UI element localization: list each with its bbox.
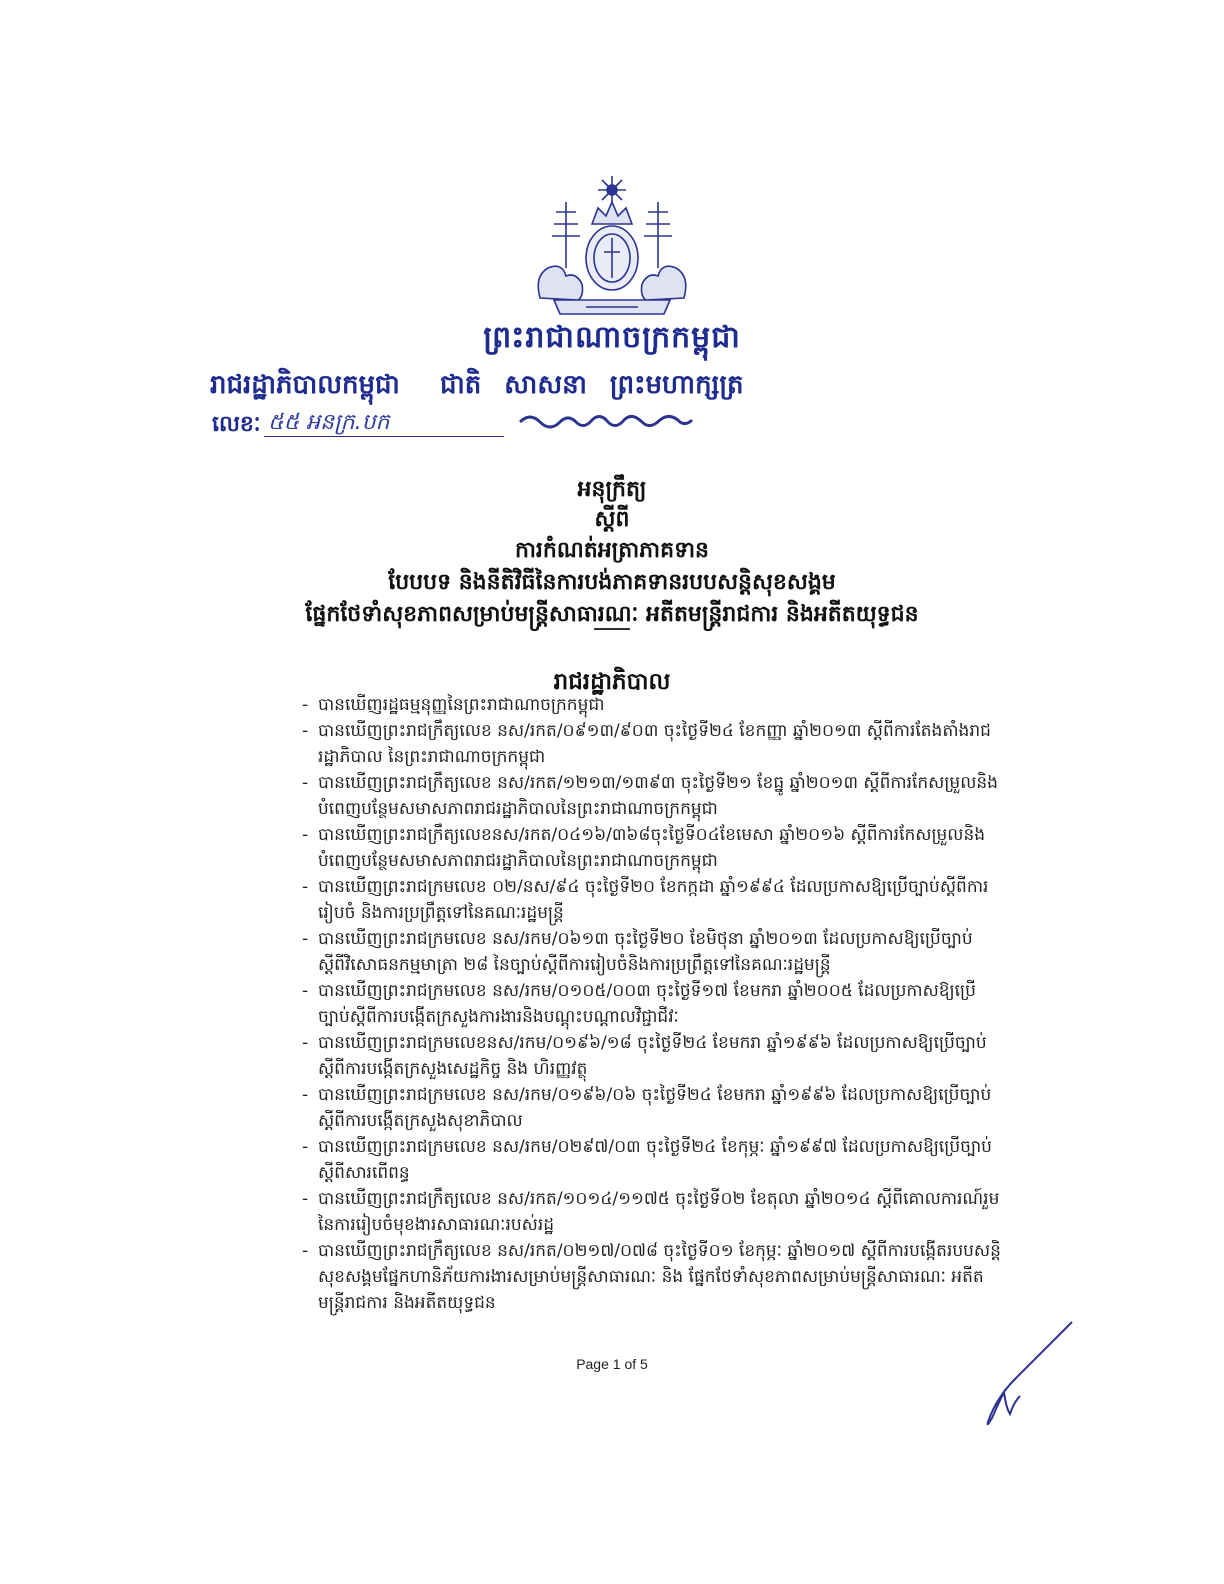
- list-item: - បានឃើញព្រះរាជក្រមលេខ នស/រកម/០៦១៣ ចុះថ្ងៃទី២០ ខែមិថុនា ឆ្នាំ២០១៣ ដែលប្រកាសឱ្យប្រើច្បាប់ស្តីពីវិសោធនកម្មមាត្រា ២៨ នៃច្បាប់ស្តីពីការរៀបចំនិងការប្រព្រឹត្តទៅនៃគណៈរដ្ឋមន្ត្រី: [302, 926, 1002, 978]
- document-number: [212, 410, 512, 440]
- royal-coat-of-arms-emblem: [526, 172, 698, 322]
- list-item: - បានឃើញព្រះរាជក្រមលេខនស/រកម/០១៩៦/១៨ ចុះថ្ងៃទី២៤ ខែមករា ឆ្នាំ១៩៩៦ ដែលប្រកាសឱ្យប្រើច្បាប់ស្តីពីការបង្កើតក្រសួងសេដ្ឋកិច្ច និង ហិរញ្ញវត្ថុ: [302, 1030, 1002, 1082]
- list-item: - បានឃើញព្រះរាជក្រមលេខ នស/រកម/០២៩៧/០៣ ចុះថ្ងៃទី២៤ ខែកុម្ភៈ ឆ្នាំ១៩៩៧ ដែលប្រកាសឱ្យប្រើច្បាប់ស្តីពីសារពើពន្ធ: [302, 1134, 1002, 1186]
- reference-list: [302, 692, 1002, 1316]
- royal-government-heading: រាជរដ្ឋាភិបាល: [553, 668, 671, 695]
- list-item: - បានឃើញព្រះរាជក្រឹត្យលេខ នស/រកត/០២១៧/០៧៨ ចុះថ្ងៃទី០១ ខែកុម្ភៈ ឆ្នាំ២០១៧ ស្តីពីការបង្កើតរបបសន្តិសុខសង្គមផ្នែកហានិភ័យការងារសម្រាប់មន្ត្រីសាធារណៈ និង ផ្នែកថែទាំសុខភាពសម្រាប់មន្ត្រីសាធារណៈ អតីតមន្ត្រីរាជការ និងអតីតយុទ្ធជន: [302, 1238, 1002, 1316]
- title-divider: [594, 628, 630, 630]
- title-line-4: បែបបទ និងនីតិវិធីនៃការបង់ភាគទានរបបសន្តិសុខសង្គម: [388, 569, 836, 595]
- list-item: - បានឃើញព្រះរាជក្រឹត្យលេខ នស/រកត/០៩១៣/៩០៣ ចុះថ្ងៃទី២៤ ខែកញ្ញា ឆ្នាំ២០១៣ ស្តីពីការតែងតាំងរាជរដ្ឋាភិបាល នៃព្រះរាជាណាចក្រកម្ពុជា: [302, 718, 1002, 770]
- number-value-handwritten: ៥៥ អនក្រ.បក: [268, 410, 390, 435]
- title-line-5: ផ្នែកថែទាំសុខភាពសម្រាប់មន្ត្រីសាធារណៈ អតីតមន្ត្រីរាជការ និងអតីតយុទ្ធជន: [305, 601, 919, 627]
- page-number: Page 1 of 5: [576, 1356, 648, 1372]
- document-title: [0, 474, 1224, 630]
- list-item: - បានឃើញព្រះរាជក្រមលេខ នស/រកម/០១៩៦/០៦ ចុះថ្ងៃទី២៤ ខែមករា ឆ្នាំ១៩៩៦ ដែលប្រកាសឱ្យប្រើច្បាប់ស្តីពីការបង្កើតក្រសួងសុខាភិបាល: [302, 1082, 1002, 1134]
- handwritten-initials-signature: [976, 1318, 1076, 1428]
- number-label: លេខៈ: [212, 412, 261, 437]
- government-name: រាជរដ្ឋាភិបាលកម្ពុជា: [210, 370, 400, 400]
- title-sub-decree: អនុក្រឹត្យ: [577, 476, 647, 502]
- list-item: - បានឃើញព្រះរាជក្រមលេខ នស/រកម/០១០៥/០០៣ ចុះថ្ងៃទី១៧ ខែមករា ឆ្នាំ២០០៥ ដែលប្រកាសឱ្យប្រើច្បាប់ស្តីពីការបង្កើតក្រសួងការងារនិងបណ្តុះបណ្តាលវិជ្ជាជីវៈ: [302, 978, 1002, 1030]
- ornamental-flourish: [516, 408, 694, 432]
- list-item: - បានឃើញព្រះរាជក្រឹត្យលេខ នស/រកត/១២១៣/១៣៩៣ ចុះថ្ងៃទី២១ ខែធ្នូ ឆ្នាំ២០១៣ ស្តីពីការកែសម្រួលនិងបំពេញបន្ថែមសមាសភាពរាជរដ្ឋាភិបាលនៃព្រះរាជាណាចក្រកម្ពុជា: [302, 770, 1002, 822]
- list-item: - បានឃើញព្រះរាជក្រឹត្យលេខនស/រកត/០៤១៦/៣៦៨ចុះថ្ងៃទី០៤ខែមេសា ឆ្នាំ២០១៦ ស្តីពីការកែសម្រួលនិងបំពេញបន្ថែមសមាសភាពរាជរដ្ឋាភិបាលនៃព្រះរាជាណាចក្រកម្ពុជា: [302, 822, 1002, 874]
- title-on: ស្តីពី: [594, 506, 630, 532]
- national-motto: ជាតិ សាសនា ព្រះមហាក្សត្រ: [440, 370, 744, 400]
- list-item: - បានឃើញរដ្ឋធម្មនុញ្ញនៃព្រះរាជាណាចក្រកម្ពុជា: [302, 692, 1002, 718]
- list-item: - បានឃើញព្រះរាជក្រមលេខ ០២/នស/៩៤ ចុះថ្ងៃទី២០ ខែកក្កដា ឆ្នាំ១៩៩៤ ដែលប្រកាសឱ្យប្រើច្បាប់ស្តីពីការរៀបចំ និងការប្រព្រឹត្តទៅនៃគណៈរដ្ឋមន្ត្រី: [302, 874, 1002, 926]
- list-item: - បានឃើញព្រះរាជក្រឹត្យលេខ នស/រកត/១០១៤/១១៧៥ ចុះថ្ងៃទី០២ ខែតុលា ឆ្នាំ២០១៤ ស្តីពីគោលការណ៍រួមនៃការរៀបចំមុខងារសាធារណៈរបស់រដ្ឋ: [302, 1186, 1002, 1238]
- kingdom-title: ព្រះរាជាណាចក្រកម្ពុជា: [483, 320, 741, 355]
- title-line-3: ការកំណត់អត្រាភាគទាន: [514, 537, 709, 563]
